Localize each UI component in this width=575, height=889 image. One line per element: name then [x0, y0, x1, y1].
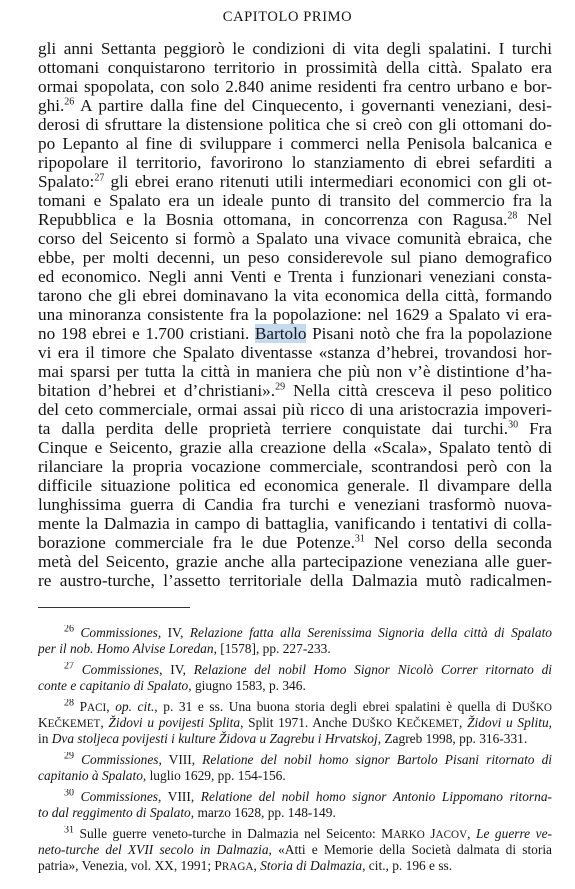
footnote-number: 26 — [64, 625, 74, 635]
text-line: re austro-turche, l’assetto territoriale della Dalmazia mutò radicalmen- — [38, 571, 552, 590]
footnote-number: 31 — [64, 826, 74, 836]
text-line: derosi di sfruttare la distensione politica che si creò con gli ottomani do- — [38, 115, 552, 134]
footnotes — [38, 625, 552, 879]
text-line: mai sparsi per tutta la città in maniera che più non v’è distintione d’ha- — [38, 362, 552, 381]
text-line: tarono che gli ebrei dominavano la vita economica della città, formando — [38, 286, 552, 305]
footnote-separator — [38, 607, 190, 608]
footnote-number: 30 — [64, 789, 74, 799]
footnote-number: 27 — [64, 662, 74, 672]
footnote-line: $^{27}$ Commissiones, IV, Relazione del nobil Homo Signor Nicolò Correr ritornato di — [64, 662, 552, 677]
footnote-31 — [38, 826, 552, 874]
text-line: po Lepanto al fine di sviluppare i commerci nella Penisola balcanica e — [38, 134, 552, 153]
footnote-27 — [38, 662, 552, 694]
footnote-line: $^{29}$ Commissiones, VIII, Relatione del nobil homo signor Bartolo Pisani ritornato di — [64, 752, 552, 767]
footnote-line: patria», Venezia, vol. XX, 1991; PRAGA, Storia di Dalmazia, cit., p. 196 e ss. — [38, 858, 453, 873]
footnote-line: KEČKEMET, Židovi u povijesti Splita, Split 1971. Anche DUŠKO KEČKEMET, Židovi u Splitu, — [38, 715, 552, 730]
text-line: ghi.$^{26}$ A partire dalla fine del Cinquecento, i governanti veneziani, desi- — [38, 96, 552, 115]
text-line: una minoranza consistente fra la popolazione: nel 1629 a Spalato vi era- — [38, 305, 552, 324]
text-line: bitation d’hebrei et d’christiani».$^{29}$ Nella città cresceva il peso politico — [38, 381, 552, 400]
footnote-line: $^{30}$ Commissiones, VIII, Relatione del nobil homo signor Antonio Lippomano ritorna- — [64, 789, 552, 804]
text-line: ebbe, per molti decenni, un peso considerevole sul piano demografico — [38, 248, 552, 267]
main-text — [38, 39, 552, 590]
text-line: tomani e Spalato era un ideale punto di transito del commercio fra la — [38, 191, 552, 210]
footnote-ref[interactable]: 31 — [354, 533, 365, 545]
footnote-line: $^{26}$ Commissiones, IV, Relazione fatta alla Serenissima Signoria della città di Spalato — [64, 625, 552, 640]
footnote-ref[interactable]: 28 — [507, 210, 518, 222]
footnote-28 — [38, 699, 552, 747]
text-line: ormai spopolata, con solo 2.840 anime residenti fra centro urbano e bor- — [38, 77, 552, 96]
text-line: metà del Seicento, grazie anche alla partecipazione veneziana alle guer- — [38, 552, 552, 571]
text-line: ta dalla perdita delle proprietà terriere conquistate dai turchi.$^{30}$ Fra — [38, 419, 552, 438]
footnote-30 — [38, 789, 552, 821]
footnote-line: $^{31}$ Sulle guerre veneto-turche in Dalmazia nel Seicento: MARKO JACOV, Le guerre ve- — [64, 826, 552, 841]
text-line: lunghissima guerra di Candia fra turchi e veneziani trasformò nuova- — [38, 495, 552, 514]
footnote-ref[interactable]: 27 — [94, 172, 105, 184]
footnote-line: per il nob. Homo Alvise Loredan, [1578], pp. 227-233. — [38, 641, 331, 656]
footnote-number: 28 — [64, 699, 74, 709]
text-line: no 198 ebrei e 1.700 cristiani. Bartolo Pisani notò che fra la popolazione — [38, 324, 552, 343]
text-line: vi era il timore che Spalato diventasse «stanza d’hebrei, trovandosi hor- — [38, 343, 552, 362]
text-line: Cinque e Seicento, grazie alla creazione della «Scala», Spalato tentò di — [38, 438, 552, 457]
running-header: CAPITOLO PRIMO — [222, 9, 353, 25]
footnote-line: $^{28}$ PACI, op. cit., p. 31 e ss. Una buona storia degli ebrei spalatini è quella di DUŠKO — [64, 699, 552, 714]
footnote-ref[interactable]: 29 — [275, 381, 286, 393]
text-line: ripopolare il territorio, favorirono lo stanziamento di ebrei sefarditi a — [38, 153, 552, 172]
footnote-line: neto-turche del XVII secolo in Dalmazia, «Atti e Memorie della Società dalmata di storia — [38, 842, 552, 857]
footnote-line: in Dva stoljeca povijesti i kulture Židova u Zagrebu i Hrvatskoj, Zagreb 1998, pp. 316-331. — [38, 731, 528, 746]
text-line: corso del Seicento si formò a Spalato una vivace comunità ebraica, che — [38, 229, 552, 248]
footnote-ref[interactable]: 30 — [508, 419, 519, 431]
footnote-line: capitanio à Spalato, luglio 1629, pp. 154-156. — [38, 768, 286, 783]
text-line: ed economico. Negli anni Venti e Trenta i funzionari veneziani consta- — [38, 267, 552, 286]
selected-text-highlight[interactable]: Bartolo — [254, 324, 307, 343]
text-line: Repubblica e la Bosnia ottomana, in concorrenza con Ragusa.$^{28}$ Nel — [38, 210, 552, 229]
footnote-29 — [38, 752, 552, 784]
footnote-number: 29 — [64, 752, 74, 762]
text-line: Spalato:$^{27}$ gli ebrei erano ritenuti utili intermediari economici con gli ot- — [38, 172, 552, 191]
footnote-line: to dal reggimento di Spalato, marzo 1628, pp. 148-149. — [38, 805, 336, 820]
text-line: del ceto commerciale, ormai assai più ricco di una aristocrazia impoveri- — [38, 400, 552, 419]
footnote-ref[interactable]: 26 — [64, 96, 75, 108]
text-line: gli anni Settanta peggiorò le condizioni di vita degli spalatini. I turchi — [38, 39, 552, 58]
text-line: rilanciare la propria vocazione commerciale, scontrandosi però con la — [38, 457, 552, 476]
text-line: borazione commerciale fra le due Potenze.$^{31}$ Nel corso della seconda — [38, 533, 552, 552]
footnote-line: conte e capitanio di Spalato, giugno 1583, p. 346. — [38, 678, 306, 693]
text-line: mente la Dalmazia in campo di battaglia, vanificando i tentativi di colla- — [38, 514, 552, 533]
text-line: ottomani conquistarono territorio in prossimità della città. Spalato era — [38, 58, 552, 77]
text-line: difficile situazione politica ed economica generale. Il divampare della — [38, 476, 552, 495]
footnote-26 — [38, 625, 552, 657]
